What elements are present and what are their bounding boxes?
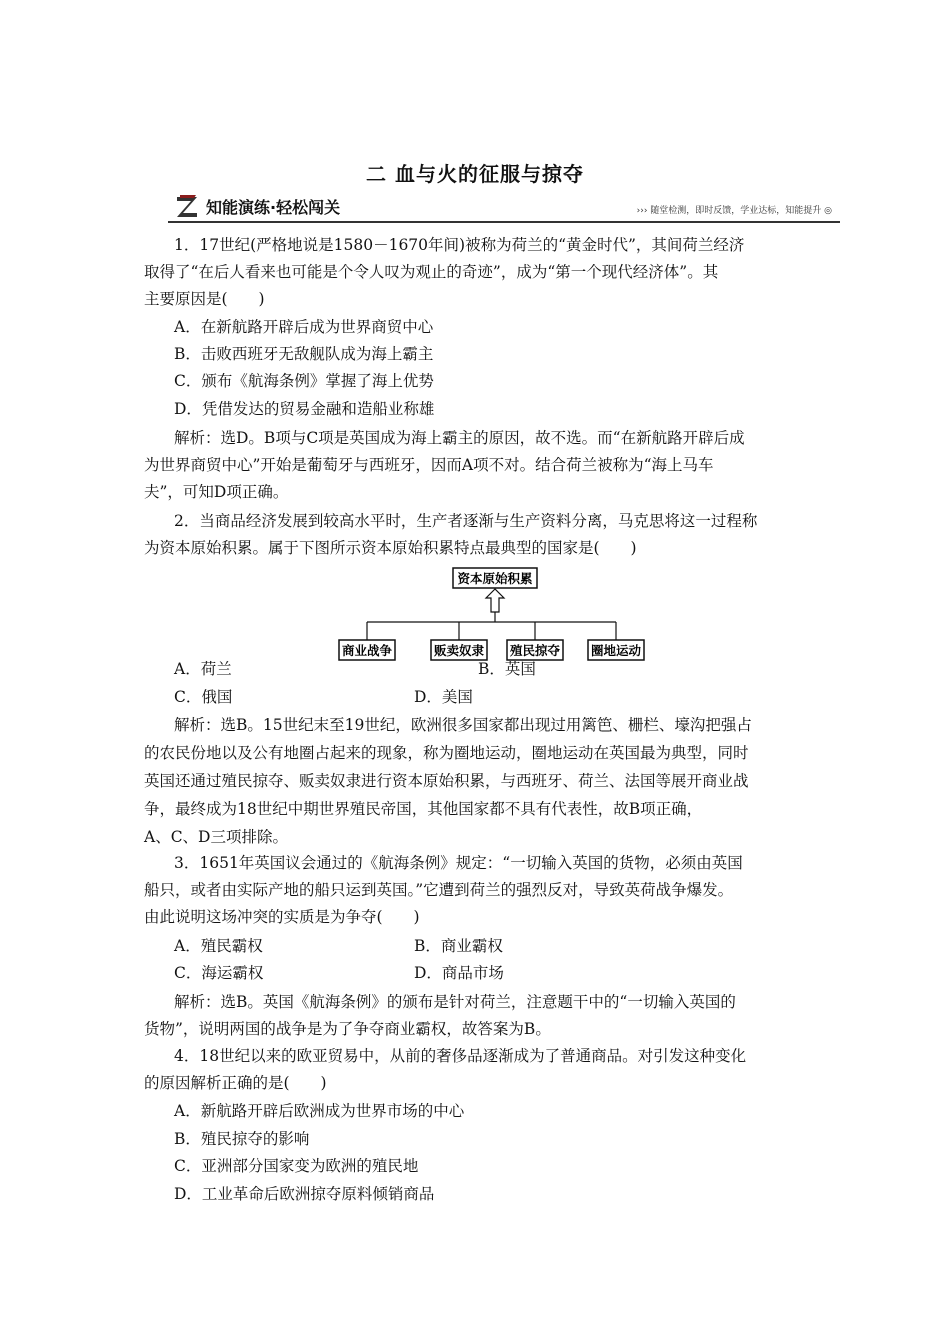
- q1-option-b: B．击败西班牙无敌舰队成为海上霸主: [174, 345, 434, 363]
- diagram-top-box: [453, 568, 537, 588]
- banner-heading: 知能演练·轻松闯关: [206, 198, 341, 217]
- q3-stem-line: 船只，或者由实际产地的船只运到英国。”它遭到荷兰的强烈反对，导致英荷战争爆发。: [144, 881, 734, 899]
- q4-option-b: B．殖民掠夺的影响: [174, 1130, 310, 1148]
- diagram-item-box: [431, 640, 487, 660]
- page-title: 二 血与火的征服与掠夺: [366, 162, 584, 186]
- q2-option-d: D．美国: [414, 688, 473, 706]
- q1-stem-line: 1．17世纪(严格地说是1580－1670年间)被称为荷兰的“黄金时代”，其间荷兰经济: [174, 236, 745, 254]
- q4-stem-line: 4．18世纪以来的欧亚贸易中，从前的奢侈品逐渐成为了普通商品。对引发这种变化: [174, 1047, 747, 1065]
- q3-stem-line: 3．1651年英国议会通过的《航海条例》规定：“一切输入英国的货物，必须由英国: [174, 854, 743, 872]
- q1-stem-line: 取得了“在后人看来也可能是个令人叹为观止的奇迹”，成为“第一个现代经济体”。其: [144, 263, 719, 281]
- q4-stem-line: 的原因解析正确的是( ): [144, 1074, 327, 1092]
- q2-stem-line: 2．当商品经济发展到较高水平时，生产者逐渐与生产资料分离，马克思将这一过程称: [174, 512, 758, 530]
- q1-analysis-line: 解析：选D。B项与C项是英国成为海上霸主的原因，故不选。而“在新航路开辟后成: [174, 429, 745, 447]
- q2-stem-line: 为资本原始积累。属于下图所示资本原始积累特点最典型的国家是( ): [144, 539, 637, 557]
- up-arrow-icon: [486, 589, 504, 612]
- q2-analysis-line: 的农民份地以及公有地圈占起来的现象，称为圈地运动，圈地运动在英国最为典型，同时: [144, 744, 749, 762]
- q2-analysis-line: 解析：选B。15世纪末至19世纪，欧洲很多国家都出现过用篱笆、栅栏、壕沟把强占: [174, 716, 752, 734]
- q3-stem-line: 由此说明这场冲突的实质是为争夺( ): [144, 908, 420, 926]
- q2-analysis-line: 争，最终成为18世纪中期世界殖民帝国，其他国家都不具有代表性，故B项正确，: [144, 800, 703, 818]
- q3-analysis-line: 解析：选B。英国《航海条例》的颁布是针对荷兰，注意题干中的“一切输入英国的: [174, 993, 736, 1011]
- q3-option-c: C．海运霸权: [174, 964, 264, 982]
- q4-option-c: C．亚洲部分国家变为欧洲的殖民地: [174, 1157, 419, 1175]
- q2-option-c: C．俄国: [174, 688, 233, 706]
- q3-analysis-line: 货物”，说明两国的战争是为了争夺商业霸权，故答案为B。: [144, 1020, 551, 1038]
- diagram-item-box: [339, 640, 395, 660]
- q2-option-a: A．荷兰: [174, 660, 232, 678]
- diagram-item-label: 圈地运动: [590, 643, 642, 658]
- q1-stem-line: 主要原因是( ): [144, 290, 265, 308]
- diagram-item-box: [507, 640, 563, 660]
- q2-option-b: B．英国: [478, 660, 536, 678]
- q1-option-d: D．凭借发达的贸易金融和造船业称雄: [174, 400, 435, 418]
- q2-analysis-line: A、C、D三项排除。: [144, 828, 288, 846]
- banner-slogan: ››› 随堂检测，即时反馈，学业达标，知能提升 ◎: [636, 206, 832, 216]
- q4-option-a: A．新航路开辟后欧洲成为世界市场的中心: [174, 1102, 465, 1120]
- diagram-item-label: 殖民掠夺: [509, 643, 561, 658]
- q4-option-d: D．工业革命后欧洲掠夺原料倾销商品: [174, 1185, 435, 1203]
- q3-option-a: A．殖民霸权: [174, 937, 263, 955]
- q1-analysis-line: 为世界商贸中心”开始是葡萄牙与西班牙，因而A项不对。结合荷兰被称为“海上马车: [144, 456, 714, 474]
- q1-option-c: C．颁布《航海条例》掌握了海上优势: [174, 372, 434, 390]
- q1-analysis-line: 夫”，可知D项正确。: [144, 483, 289, 501]
- diagram-item-box: [588, 640, 644, 660]
- diagram-item-label: 商业战争: [341, 643, 393, 658]
- diagram-top-label: 资本原始积累: [457, 571, 533, 586]
- q1-option-a: A．在新航路开辟后成为世界商贸中心: [174, 318, 434, 336]
- q3-option-b: B．商业霸权: [414, 937, 503, 955]
- diagram-item-label: 贩卖奴隶: [433, 643, 485, 658]
- q3-option-d: D．商品市场: [414, 964, 504, 982]
- q2-analysis-line: 英国还通过殖民掠夺、贩卖奴隶进行资本原始积累，与西班牙、荷兰、法国等展开商业战: [144, 772, 749, 790]
